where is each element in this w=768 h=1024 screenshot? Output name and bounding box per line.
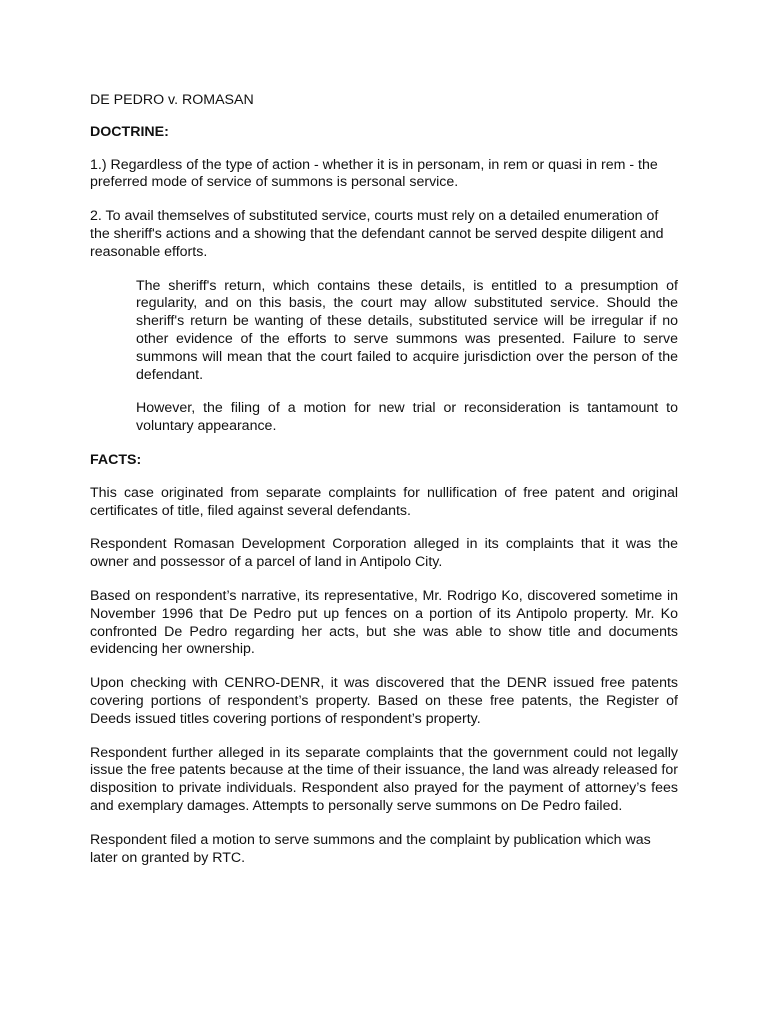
facts-heading: FACTS: [90,451,142,468]
doctrine-paragraph-1: 1.) Regardless of the type of action - whether it is in personam, in rem or quasi in rem - the preferred mode of service of summons is personal service. [90,156,658,191]
facts-paragraph-3: Based on respondent’s narrative, its representative, Mr. Rodrigo Ko, discovered sometime in November 1996 that De Pedro put up fences on a portion of its Antipolo property. Mr. Ko confronted De Pedro regarding her acts, but she was able to show title and documents evidencing her ownership. [90,587,678,658]
document-page [90,92,678,883]
case-title: DE PEDRO v. ROMASAN [90,92,254,108]
facts-paragraph-6: Respondent filed a motion to serve summons and the complaint by publication which was later on granted by RTC. [90,831,651,866]
doctrine-quote-2: However, the filing of a motion for new trial or reconsideration is tantamount to voluntary appearance. [136,400,678,435]
facts-paragraph-2: Respondent Romasan Development Corporation alleged in its complaints that it was the owner and possessor of a parcel of land in Antipolo City. [90,536,678,571]
facts-paragraph-4: Upon checking with CENRO-DENR, it was discovered that the DENR issued free patents covering portions of respondent’s property. Based on these free patents, the Register of Deeds issued titles covering portions of respondent’s property. [90,675,678,727]
doctrine-paragraph-2: 2. To avail themselves of substituted service, courts must rely on a detailed enumeration of the sheriff's actions and a showing that the defendant cannot be served despite diligent and reasonable efforts. [90,208,664,260]
facts-paragraph-5: Respondent further alleged in its separate complaints that the government could not legally issue the free patents because at the time of their issuance, the land was already released for disposition to private individuals. Respondent also prayed for the payment of attorney’s fees and exemplary damages. Attempts to personally serve summons on De Pedro failed. [90,744,678,814]
doctrine-heading: DOCTRINE: [90,123,169,140]
doctrine-quote-1: The sheriff's return, which contains these details, is entitled to a presumption of regularity, and on this basis, the court may allow substituted service. Should the sheriff's return be wanting of these details, substituted service will be irregular if no other evidence of the efforts to serve summons was presented. Failure to serve summons will mean that the court failed to acquire jurisdiction over the person of the defendant. [136,277,678,383]
facts-paragraph-1: This case originated from separate complaints for nullification of free patent and original certificates of title, filed against several defendants. [90,484,678,519]
